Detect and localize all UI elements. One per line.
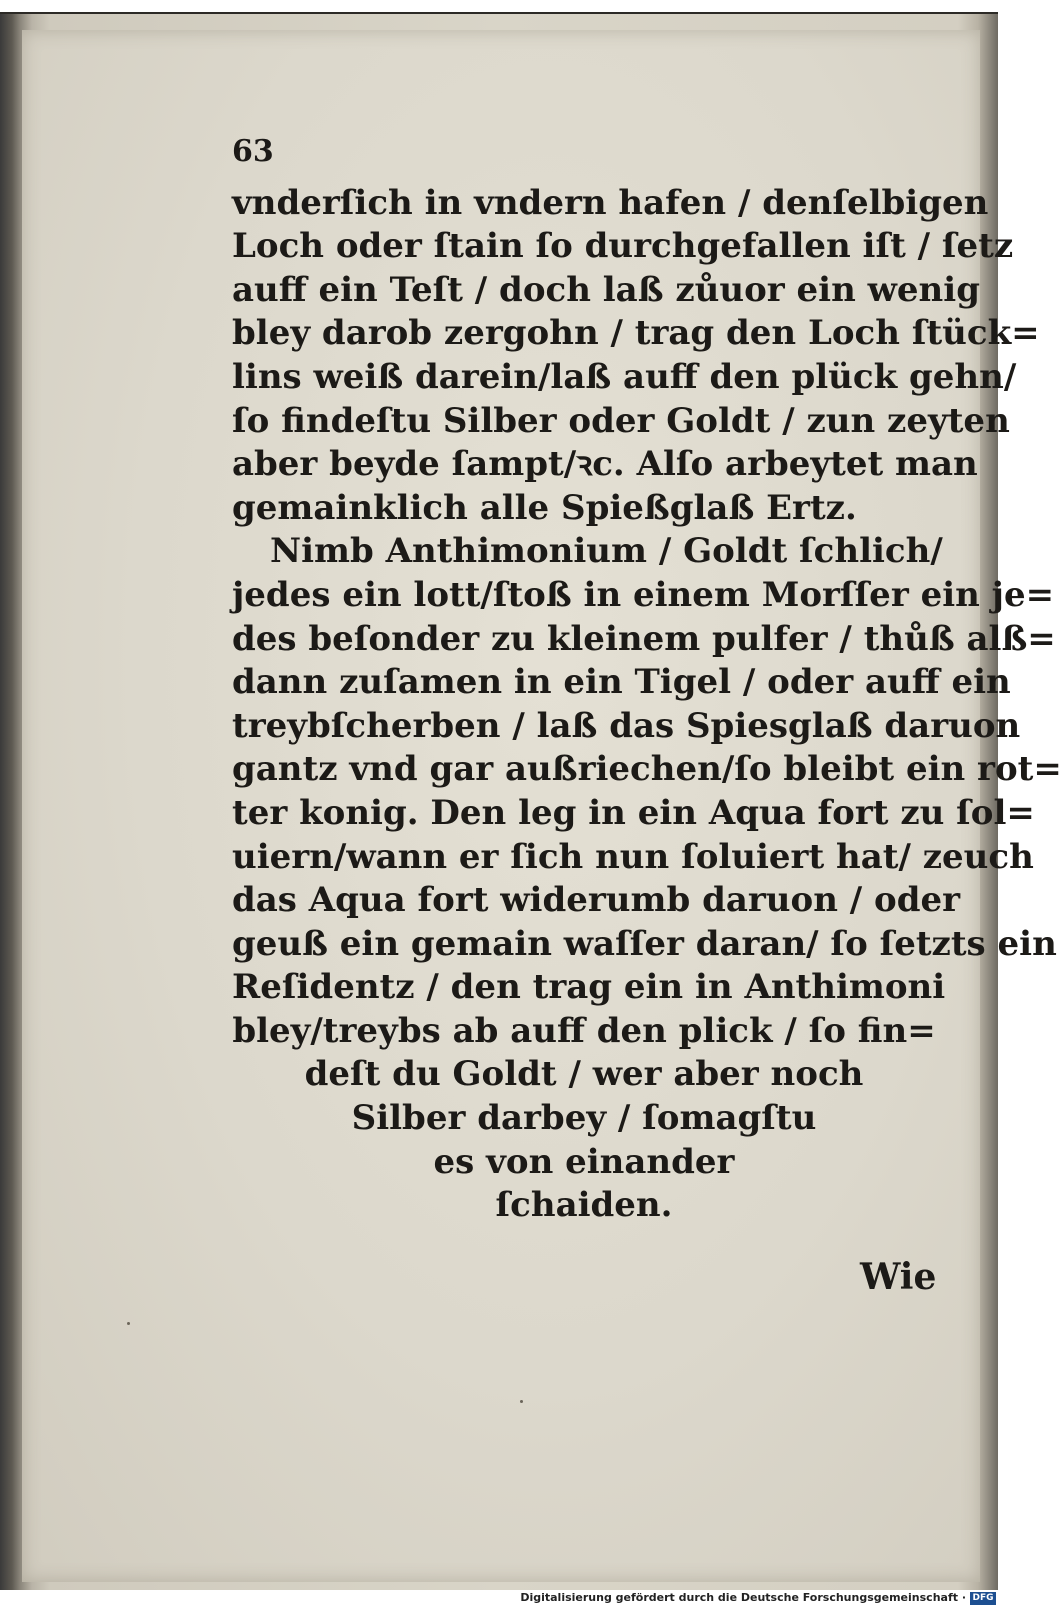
tapered-line: ſchaiden. [495, 1185, 673, 1226]
tapered-line: deſt du Goldt / wer aber noch [304, 1054, 864, 1095]
text-line: vnderſich in vndern hafen / denſelbigen [232, 182, 989, 223]
catchword: Wie [860, 1256, 937, 1298]
page-number: 63 [232, 134, 274, 169]
text-line: ter konig. Den leg in ein Aqua fort zu ſol= [232, 792, 1035, 833]
paper-speck [127, 1322, 130, 1325]
tapered-line: bley/treybs ab auff den plick / ſo fin= [232, 1010, 936, 1051]
text-line: jedes ein lott/ſtoß in einem Morſſer ein je= [232, 574, 1055, 615]
text-line: gantz vnd gar außriechen/ſo bleibt ein rot= [232, 749, 1062, 790]
text-line: gemainklich alle Spießglaß Ertz. [232, 487, 857, 528]
tapered-line: Silber darbey / ſomagſtu [351, 1098, 817, 1139]
text-line: auff ein Teſt / doch laß zůuor ein wenig [232, 269, 980, 310]
spacer-line [232, 138, 952, 182]
text-line: dann zuſamen in ein Tigel / oder auff ein [232, 662, 1011, 703]
text-line: bley darob zergohn / trag den Loch ſtück= [232, 313, 1040, 354]
funding-credit: Digitalisierung gefördert durch die Deutsche Forschungsgemeinschaft · [520, 1591, 966, 1604]
text-line: ſo findeſtu Silber oder Goldt / zun zeyten [232, 400, 1010, 441]
text-line: das Aqua fort widerumb daruon / oder [232, 880, 961, 921]
text-line: uiern/wann er ſich nun ſoluiert hat/ zeuch [232, 836, 1034, 877]
paragraph-start-line: Nimb Anthimonium / Goldt ſchlich/ [270, 531, 943, 572]
paper-speck [520, 1400, 523, 1403]
text-line: Loch oder ſtain ſo durchgefallen iſt / ſetz [232, 226, 1014, 267]
digitization-footer [0, 1590, 1000, 1608]
body-text [232, 138, 1062, 1228]
tapered-line: es von einander [433, 1141, 735, 1182]
text-line: geuß ein gemain waſſer daran/ ſo ſetzts ein [232, 923, 1057, 964]
text-line: treybſcherben / laß das Spiesglaß daruon [232, 705, 1021, 746]
dfg-logo-icon: DFG [970, 1592, 996, 1605]
text-line: lins weiß darein/laß auff den plück gehn/ [232, 356, 1017, 397]
text-line: aber beyde ſampt/ꝛc. Alſo arbeytet man [232, 444, 978, 485]
text-line: des beſonder zu kleinem pulfer / thůß alß= [232, 618, 1056, 659]
text-line: Reſidentz / den trag ein in Anthimoni [232, 967, 946, 1008]
